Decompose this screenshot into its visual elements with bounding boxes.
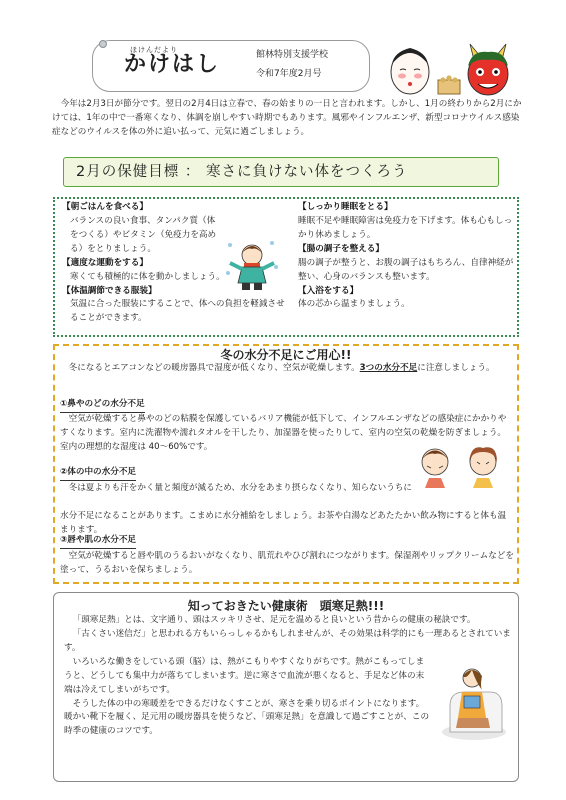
tip-heading: 【しっかり睡眠をとる】 — [298, 202, 393, 212]
child-in-snow-illustration — [222, 237, 282, 293]
nose-throat-heading: ①鼻やのどの水分不足 — [60, 398, 145, 413]
lead-text-end: に注意しましょう。 — [417, 363, 495, 373]
pushpin-icon — [99, 40, 107, 48]
tip-sleep — [298, 201, 516, 243]
tip-gut — [298, 243, 516, 285]
wisdom-paragraph: 「古くさい迷信だ」と思われる方もいらっしゃるかもしれませんが、その効果は科学的にも一理あるとされています。 — [64, 628, 511, 653]
sneezing-child-icon — [469, 447, 497, 488]
body-water-body: 冬は夏よりも汗をかく量と頻度が減るため、水分をあまり摂らなくなり、知らないうちに — [68, 483, 413, 493]
issue-label: 令和7年度2月号 — [256, 69, 322, 79]
newsletter-title: かけはし — [124, 52, 221, 77]
wisdom-paragraph: 「頭寒足熱」とは、文字通り、頭はスッキリさせ、足元を温めると良いという昔からの健康の秘訣です。 — [72, 615, 476, 625]
lips-skin-body: 空気が乾燥すると唇や肌のうるおいがなくなり、肌荒れやひび割れにつながります。保湿剤やリップクリームなどを塗って、うるおいを保ちましょう。 — [60, 551, 515, 575]
sick-children-illustration — [405, 444, 513, 488]
body-water-heading: ②体の中の水分不足 — [60, 466, 136, 481]
header-kana: ほけんだより — [130, 46, 178, 54]
bean-box-icon — [438, 75, 460, 94]
setsubun-mascots-illustration — [388, 40, 518, 100]
wisdom-paragraph: そうした体の中の寒暖差をできるだけなくすことが、寒さを乗り切るポイントになります。暖かい靴下を履く、足元用の暖房器具を使うなど、「頭寒足熱」を意識して過ごすことが、この時季の健康のコツです。 — [64, 698, 430, 737]
tip-heading: 【腸の調子を整える】 — [298, 243, 384, 254]
health-wisdom-title: 知っておきたい健康術 頭寒足熱!!! — [187, 599, 385, 613]
tip-bath — [298, 285, 516, 313]
tip-body: 体の芯から温まりましょう。 — [298, 299, 410, 310]
tip-heading: 【体温調節できる服装】 — [62, 285, 157, 296]
dehydration-title: 冬の水分不足にご用心!! — [220, 348, 352, 362]
tip-heading: 【朝ごはんを食べる】 — [62, 202, 148, 212]
tip-body: 寒くても積極的に体を動かしましょう。 — [70, 271, 225, 282]
lead-text: 冬になるとエアコンなどの暖房器具で湿度が低くなり、空気が乾燥します。 — [68, 363, 360, 373]
lips-skin-heading: ③唇や肌の水分不足 — [60, 534, 136, 549]
tip-heading: 【適度な運動をする】 — [62, 257, 148, 268]
lead-emphasis: 3つの水分不足 — [359, 363, 418, 373]
dehydration-lead — [60, 362, 514, 376]
red-oni-icon — [468, 44, 508, 95]
tip-heading: 【入浴をする】 — [298, 285, 359, 296]
tips-right-column — [298, 201, 516, 312]
wisdom-paragraph: いろいろな働きをしている頭（脳）は、熱がこもりやすくなりがちです。熱がこもってしまうと、どうしても集中力が落ちてしまいます。逆に寒さで血流が悪くなると、手足など体の末端は冷えてしまいがちです。 — [64, 656, 425, 695]
coughing-child-icon — [422, 449, 448, 488]
health-goal-text: 2月の保健目標 ： 寒さに負けない体をつくろう — [76, 164, 408, 180]
tip-body: 腸の調子が整うと、お腹の調子はもちろん、自律神経が整い、心身のバランスも整います。 — [298, 257, 514, 282]
okame-mask-icon — [391, 48, 429, 94]
body-water-body-cont: 水分不足になることがあります。こまめに水分補給をしましょう。お茶や白湯などあたたかい飲み物にすると体も温まります。 — [60, 511, 507, 535]
intro-paragraph: 今年は2月3日が節分です。翌日の2月4日は立春で、春の始まりの一日と言われます。しかし、1月の終わりから2月にかけては、1年の中で一番寒くなり、体調を崩しやすい時期でもあります。風邪やインフルエンザ、新型コロナウイルス感染症などのウイルスを体の外に追い払って、元気に過ごしましょう。 — [52, 99, 522, 137]
tip-body: バランスの良い食事、タンパク質（体をつくる）やビタミン（免疫力を高める）をとりましょう。 — [70, 215, 217, 254]
woman-reading-illustration — [430, 662, 512, 744]
nose-throat-body: 空気が乾燥すると鼻やのどの粘膜を保護しているバリア機能が低下して、インフルエンザなどの感染症にかかりやすくなります。室内に洗濯物や濡れタオルを干したり、加湿器を使ったりして、室内の空気の乾燥を防ぎましょう。室内の理想的な湿度は 40～60%です。 — [60, 414, 507, 452]
school-name: 館林特別支援学校 — [256, 50, 329, 60]
tip-body: 睡眠不足や睡眠障害は免疫力を下げます。体も心もしっかり休めましょう。 — [298, 215, 513, 240]
tip-body: 気温に合った服装にすることで、体への負担を軽減させることができます。 — [70, 299, 285, 324]
